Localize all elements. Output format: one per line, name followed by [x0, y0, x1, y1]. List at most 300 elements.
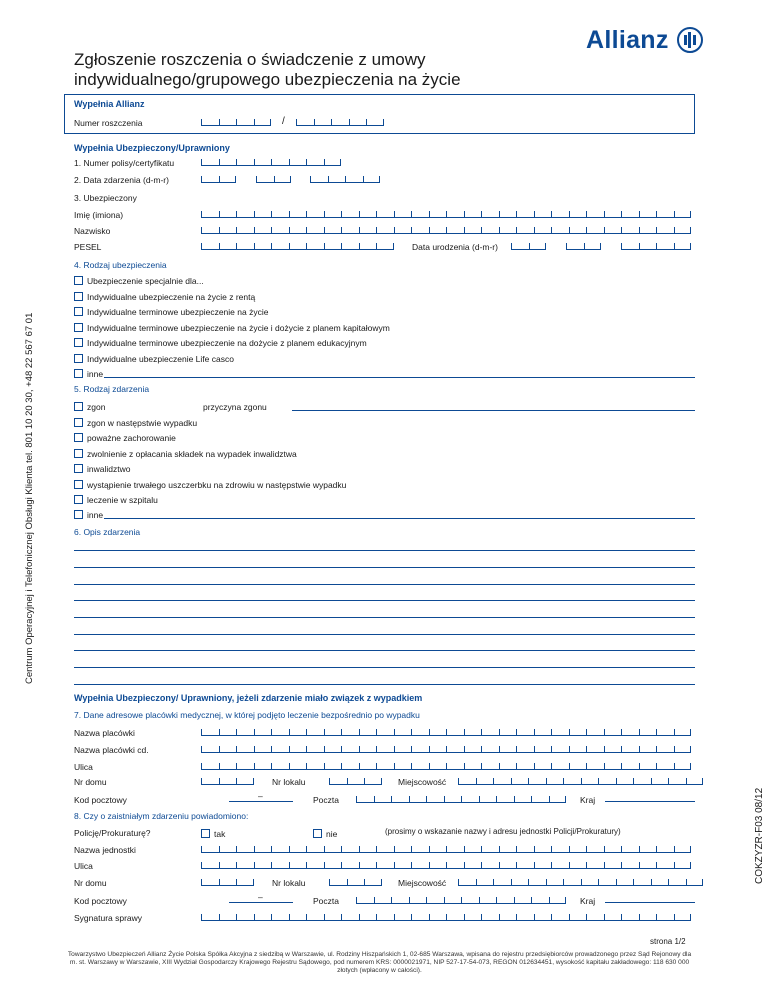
char-cell[interactable]: [328, 176, 346, 182]
street-field[interactable]: [201, 763, 691, 770]
char-cell[interactable]: [586, 914, 604, 920]
char-cell[interactable]: [604, 227, 622, 233]
insurance-option[interactable]: [74, 292, 255, 302]
char-cell[interactable]: [534, 211, 552, 217]
char-cell[interactable]: [551, 763, 569, 769]
char-cell[interactable]: [376, 746, 394, 752]
char-cell[interactable]: [329, 879, 347, 885]
char-cell[interactable]: [549, 796, 567, 802]
char-cell[interactable]: [376, 914, 394, 920]
char-cell[interactable]: [271, 846, 289, 852]
char-cell[interactable]: [376, 729, 394, 735]
char-cell[interactable]: [563, 879, 581, 885]
unit-post-field[interactable]: [356, 897, 566, 904]
char-cell[interactable]: [461, 796, 479, 802]
claim-number-field-1[interactable]: [201, 119, 271, 126]
char-cell[interactable]: [411, 227, 429, 233]
char-cell[interactable]: [364, 778, 382, 784]
char-cell[interactable]: [569, 763, 587, 769]
char-cell[interactable]: [651, 778, 669, 784]
checkbox-icon[interactable]: [74, 449, 83, 458]
char-cell[interactable]: [289, 862, 307, 868]
char-cell[interactable]: [639, 862, 657, 868]
char-cell[interactable]: [306, 846, 324, 852]
char-cell[interactable]: [429, 914, 447, 920]
char-cell[interactable]: [546, 778, 564, 784]
char-cell[interactable]: [236, 119, 254, 125]
char-cell[interactable]: [341, 763, 359, 769]
char-cell[interactable]: [324, 729, 342, 735]
char-cell[interactable]: [639, 729, 657, 735]
char-cell[interactable]: [289, 846, 307, 852]
char-cell[interactable]: [254, 846, 272, 852]
char-cell[interactable]: [479, 897, 497, 903]
char-cell[interactable]: [639, 846, 657, 852]
char-cell[interactable]: [256, 176, 274, 182]
char-cell[interactable]: [254, 729, 272, 735]
char-cell[interactable]: [359, 914, 377, 920]
char-cell[interactable]: [411, 914, 429, 920]
char-cell[interactable]: [668, 879, 686, 885]
char-cell[interactable]: [219, 846, 237, 852]
char-cell[interactable]: [481, 227, 499, 233]
char-cell[interactable]: [271, 243, 289, 249]
char-cell[interactable]: [341, 243, 359, 249]
char-cell[interactable]: [586, 746, 604, 752]
char-cell[interactable]: [306, 729, 324, 735]
char-cell[interactable]: [569, 227, 587, 233]
checkbox-icon[interactable]: [74, 464, 83, 473]
char-cell[interactable]: [446, 729, 464, 735]
char-cell[interactable]: [534, 746, 552, 752]
char-cell[interactable]: [359, 763, 377, 769]
char-cell[interactable]: [621, 862, 639, 868]
char-cell[interactable]: [359, 729, 377, 735]
char-cell[interactable]: [534, 846, 552, 852]
birth-year-field[interactable]: [621, 243, 691, 250]
char-cell[interactable]: [374, 796, 392, 802]
char-cell[interactable]: [374, 897, 392, 903]
char-cell[interactable]: [493, 879, 511, 885]
policy-number-field[interactable]: [201, 159, 341, 166]
char-cell[interactable]: [219, 729, 237, 735]
char-cell[interactable]: [359, 846, 377, 852]
char-cell[interactable]: [201, 846, 219, 852]
char-cell[interactable]: [219, 763, 237, 769]
char-cell[interactable]: [534, 729, 552, 735]
char-cell[interactable]: [219, 159, 237, 165]
char-cell[interactable]: [376, 862, 394, 868]
char-cell[interactable]: [341, 211, 359, 217]
char-cell[interactable]: [604, 729, 622, 735]
char-cell[interactable]: [569, 211, 587, 217]
char-cell[interactable]: [639, 763, 657, 769]
char-cell[interactable]: [366, 119, 384, 125]
char-cell[interactable]: [604, 862, 622, 868]
char-cell[interactable]: [584, 243, 602, 249]
char-cell[interactable]: [411, 746, 429, 752]
char-cell[interactable]: [201, 227, 219, 233]
char-cell[interactable]: [446, 746, 464, 752]
char-cell[interactable]: [604, 914, 622, 920]
char-cell[interactable]: [446, 211, 464, 217]
char-cell[interactable]: [219, 778, 237, 784]
unit-flat-field[interactable]: [329, 879, 382, 886]
char-cell[interactable]: [656, 211, 674, 217]
char-cell[interactable]: [289, 914, 307, 920]
unit-street-field[interactable]: [201, 862, 691, 869]
char-cell[interactable]: [324, 746, 342, 752]
flat-number-field[interactable]: [329, 778, 382, 785]
char-cell[interactable]: [271, 159, 289, 165]
char-cell[interactable]: [236, 778, 254, 784]
char-cell[interactable]: [446, 862, 464, 868]
char-cell[interactable]: [499, 763, 517, 769]
char-cell[interactable]: [551, 729, 569, 735]
char-cell[interactable]: [604, 846, 622, 852]
char-cell[interactable]: [446, 846, 464, 852]
char-cell[interactable]: [429, 846, 447, 852]
checkbox-icon[interactable]: [74, 402, 83, 411]
char-cell[interactable]: [531, 796, 549, 802]
claim-number-field-2[interactable]: [296, 119, 384, 126]
char-cell[interactable]: [429, 746, 447, 752]
char-cell[interactable]: [534, 862, 552, 868]
char-cell[interactable]: [514, 796, 532, 802]
char-cell[interactable]: [569, 746, 587, 752]
char-cell[interactable]: [639, 746, 657, 752]
char-cell[interactable]: [341, 227, 359, 233]
unit-name-field[interactable]: [201, 846, 691, 853]
char-cell[interactable]: [586, 211, 604, 217]
char-cell[interactable]: [341, 914, 359, 920]
description-line[interactable]: [74, 650, 695, 651]
char-cell[interactable]: [219, 914, 237, 920]
char-cell[interactable]: [254, 763, 272, 769]
char-cell[interactable]: [551, 846, 569, 852]
event-option[interactable]: [74, 449, 297, 459]
description-line[interactable]: [74, 600, 695, 601]
char-cell[interactable]: [219, 176, 237, 182]
facility-name-cd-field[interactable]: [201, 746, 691, 753]
description-line[interactable]: [74, 567, 695, 568]
char-cell[interactable]: [324, 846, 342, 852]
char-cell[interactable]: [363, 176, 381, 182]
char-cell[interactable]: [201, 176, 219, 182]
char-cell[interactable]: [511, 879, 529, 885]
char-cell[interactable]: [566, 243, 584, 249]
char-cell[interactable]: [656, 227, 674, 233]
char-cell[interactable]: [236, 879, 254, 885]
char-cell[interactable]: [341, 846, 359, 852]
surname-field[interactable]: [201, 227, 691, 234]
char-cell[interactable]: [639, 243, 657, 249]
char-cell[interactable]: [586, 729, 604, 735]
checkbox-icon[interactable]: [201, 829, 210, 838]
char-cell[interactable]: [499, 729, 517, 735]
char-cell[interactable]: [359, 862, 377, 868]
char-cell[interactable]: [551, 746, 569, 752]
char-cell[interactable]: [254, 243, 272, 249]
char-cell[interactable]: [464, 763, 482, 769]
checkbox-icon[interactable]: [74, 276, 83, 285]
char-cell[interactable]: [511, 778, 529, 784]
birth-month-field[interactable]: [566, 243, 601, 250]
char-cell[interactable]: [499, 914, 517, 920]
unit-house-field[interactable]: [201, 879, 254, 886]
char-cell[interactable]: [516, 227, 534, 233]
char-cell[interactable]: [534, 763, 552, 769]
char-cell[interactable]: [271, 227, 289, 233]
char-cell[interactable]: [201, 211, 219, 217]
char-cell[interactable]: [586, 763, 604, 769]
char-cell[interactable]: [674, 211, 692, 217]
char-cell[interactable]: [528, 879, 546, 885]
char-cell[interactable]: [394, 914, 412, 920]
checkbox-icon[interactable]: [74, 307, 83, 316]
char-cell[interactable]: [271, 914, 289, 920]
char-cell[interactable]: [481, 862, 499, 868]
char-cell[interactable]: [551, 862, 569, 868]
char-cell[interactable]: [254, 862, 272, 868]
char-cell[interactable]: [394, 746, 412, 752]
char-cell[interactable]: [476, 879, 494, 885]
char-cell[interactable]: [621, 227, 639, 233]
char-cell[interactable]: [236, 159, 254, 165]
char-cell[interactable]: [236, 763, 254, 769]
char-cell[interactable]: [674, 862, 692, 868]
char-cell[interactable]: [479, 796, 497, 802]
char-cell[interactable]: [271, 211, 289, 217]
char-cell[interactable]: [476, 778, 494, 784]
description-line[interactable]: [74, 550, 695, 551]
char-cell[interactable]: [481, 746, 499, 752]
checkbox-icon[interactable]: [74, 323, 83, 332]
insurance-option[interactable]: [74, 338, 367, 348]
char-cell[interactable]: [306, 243, 324, 249]
checkbox-icon[interactable]: [74, 510, 83, 519]
house-number-field[interactable]: [201, 778, 254, 785]
char-cell[interactable]: [289, 746, 307, 752]
char-cell[interactable]: [446, 227, 464, 233]
char-cell[interactable]: [481, 729, 499, 735]
char-cell[interactable]: [219, 211, 237, 217]
checkbox-icon[interactable]: [74, 418, 83, 427]
char-cell[interactable]: [563, 778, 581, 784]
char-cell[interactable]: [254, 746, 272, 752]
char-cell[interactable]: [534, 914, 552, 920]
char-cell[interactable]: [289, 211, 307, 217]
char-cell[interactable]: [674, 763, 692, 769]
char-cell[interactable]: [201, 243, 219, 249]
char-cell[interactable]: [289, 763, 307, 769]
char-cell[interactable]: [271, 729, 289, 735]
char-cell[interactable]: [341, 746, 359, 752]
char-cell[interactable]: [429, 227, 447, 233]
char-cell[interactable]: [236, 227, 254, 233]
char-cell[interactable]: [289, 243, 307, 249]
char-cell[interactable]: [458, 778, 476, 784]
char-cell[interactable]: [621, 243, 639, 249]
char-cell[interactable]: [429, 211, 447, 217]
char-cell[interactable]: [549, 897, 567, 903]
char-cell[interactable]: [394, 846, 412, 852]
event-option[interactable]: [74, 464, 130, 474]
char-cell[interactable]: [633, 778, 651, 784]
unit-zip-line[interactable]: [229, 902, 293, 903]
char-cell[interactable]: [201, 879, 219, 885]
first-name-field[interactable]: [201, 211, 691, 218]
char-cell[interactable]: [219, 243, 237, 249]
char-cell[interactable]: [306, 211, 324, 217]
char-cell[interactable]: [616, 879, 634, 885]
char-cell[interactable]: [604, 763, 622, 769]
char-cell[interactable]: [254, 159, 272, 165]
insurance-option[interactable]: [74, 307, 268, 317]
char-cell[interactable]: [569, 846, 587, 852]
char-cell[interactable]: [254, 227, 272, 233]
char-cell[interactable]: [236, 846, 254, 852]
char-cell[interactable]: [529, 243, 547, 249]
char-cell[interactable]: [464, 227, 482, 233]
char-cell[interactable]: [364, 879, 382, 885]
char-cell[interactable]: [551, 227, 569, 233]
char-cell[interactable]: [586, 862, 604, 868]
char-cell[interactable]: [219, 746, 237, 752]
char-cell[interactable]: [411, 862, 429, 868]
char-cell[interactable]: [201, 729, 219, 735]
char-cell[interactable]: [581, 879, 599, 885]
char-cell[interactable]: [621, 211, 639, 217]
unit-country-line[interactable]: [605, 902, 695, 903]
char-cell[interactable]: [569, 862, 587, 868]
char-cell[interactable]: [604, 746, 622, 752]
facility-name-field[interactable]: [201, 729, 691, 736]
char-cell[interactable]: [496, 796, 514, 802]
char-cell[interactable]: [499, 746, 517, 752]
char-cell[interactable]: [274, 176, 292, 182]
char-cell[interactable]: [481, 914, 499, 920]
char-cell[interactable]: [219, 879, 237, 885]
insurance-other-line[interactable]: [104, 377, 695, 378]
char-cell[interactable]: [551, 914, 569, 920]
char-cell[interactable]: [674, 746, 692, 752]
char-cell[interactable]: [201, 763, 219, 769]
char-cell[interactable]: [201, 778, 219, 784]
description-line[interactable]: [74, 617, 695, 618]
char-cell[interactable]: [674, 914, 692, 920]
char-cell[interactable]: [651, 879, 669, 885]
char-cell[interactable]: [394, 729, 412, 735]
char-cell[interactable]: [639, 211, 657, 217]
char-cell[interactable]: [391, 897, 409, 903]
checkbox-icon[interactable]: [74, 354, 83, 363]
char-cell[interactable]: [376, 243, 394, 249]
char-cell[interactable]: [656, 846, 674, 852]
char-cell[interactable]: [359, 746, 377, 752]
char-cell[interactable]: [461, 897, 479, 903]
event-option[interactable]: [74, 402, 105, 412]
char-cell[interactable]: [306, 227, 324, 233]
char-cell[interactable]: [236, 211, 254, 217]
char-cell[interactable]: [271, 746, 289, 752]
char-cell[interactable]: [201, 914, 219, 920]
char-cell[interactable]: [621, 729, 639, 735]
char-cell[interactable]: [289, 729, 307, 735]
char-cell[interactable]: [296, 119, 314, 125]
insurance-option[interactable]: [74, 354, 234, 364]
char-cell[interactable]: [514, 897, 532, 903]
char-cell[interactable]: [356, 796, 374, 802]
char-cell[interactable]: [496, 897, 514, 903]
char-cell[interactable]: [569, 914, 587, 920]
char-cell[interactable]: [394, 211, 412, 217]
char-cell[interactable]: [481, 846, 499, 852]
char-cell[interactable]: [656, 243, 674, 249]
char-cell[interactable]: [444, 796, 462, 802]
police-no-option[interactable]: [313, 829, 337, 839]
char-cell[interactable]: [411, 763, 429, 769]
char-cell[interactable]: [289, 159, 307, 165]
char-cell[interactable]: [306, 763, 324, 769]
char-cell[interactable]: [446, 763, 464, 769]
checkbox-icon[interactable]: [74, 480, 83, 489]
event-month-field[interactable]: [256, 176, 291, 183]
char-cell[interactable]: [236, 914, 254, 920]
char-cell[interactable]: [528, 778, 546, 784]
char-cell[interactable]: [341, 862, 359, 868]
char-cell[interactable]: [464, 746, 482, 752]
char-cell[interactable]: [324, 914, 342, 920]
char-cell[interactable]: [426, 796, 444, 802]
char-cell[interactable]: [516, 729, 534, 735]
char-cell[interactable]: [324, 862, 342, 868]
char-cell[interactable]: [324, 763, 342, 769]
char-cell[interactable]: [551, 211, 569, 217]
char-cell[interactable]: [464, 729, 482, 735]
char-cell[interactable]: [306, 159, 324, 165]
char-cell[interactable]: [411, 846, 429, 852]
char-cell[interactable]: [394, 862, 412, 868]
char-cell[interactable]: [271, 763, 289, 769]
char-cell[interactable]: [409, 796, 427, 802]
char-cell[interactable]: [481, 763, 499, 769]
event-option[interactable]: [74, 418, 197, 428]
char-cell[interactable]: [347, 879, 365, 885]
case-signature-field[interactable]: [201, 914, 691, 921]
city-field[interactable]: [458, 778, 703, 785]
char-cell[interactable]: [516, 846, 534, 852]
char-cell[interactable]: [376, 211, 394, 217]
char-cell[interactable]: [499, 227, 517, 233]
char-cell[interactable]: [347, 778, 365, 784]
char-cell[interactable]: [356, 897, 374, 903]
char-cell[interactable]: [499, 846, 517, 852]
char-cell[interactable]: [444, 897, 462, 903]
char-cell[interactable]: [598, 879, 616, 885]
char-cell[interactable]: [201, 862, 219, 868]
event-option[interactable]: [74, 495, 158, 505]
char-cell[interactable]: [394, 227, 412, 233]
char-cell[interactable]: [481, 211, 499, 217]
checkbox-icon[interactable]: [74, 495, 83, 504]
char-cell[interactable]: [409, 897, 427, 903]
char-cell[interactable]: [511, 243, 529, 249]
description-line[interactable]: [74, 684, 695, 685]
char-cell[interactable]: [581, 778, 599, 784]
char-cell[interactable]: [516, 763, 534, 769]
description-line[interactable]: [74, 634, 695, 635]
